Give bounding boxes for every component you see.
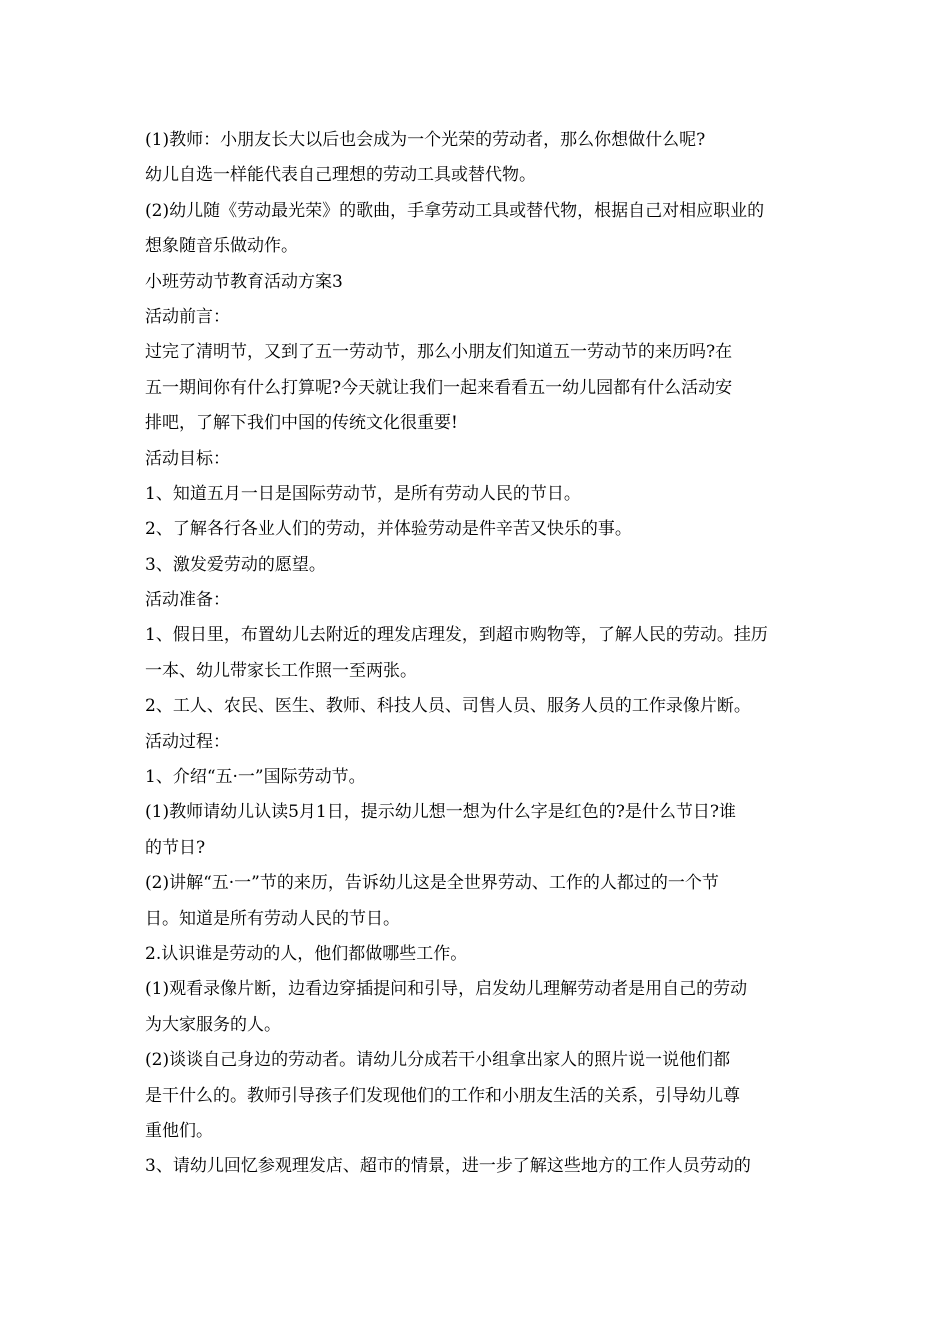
text-line: 2、了解各行各业人们的劳动，并体验劳动是件辛苦又快乐的事。 — [145, 519, 632, 540]
text-line: 想象随音乐做动作。 — [145, 236, 298, 257]
text-line: 是干什么的。教师引导孩子们发现他们的工作和小朋友生活的关系，引导幼儿尊 — [145, 1085, 740, 1106]
text-line: (2)讲解“五·一”节的来历，告诉幼儿这是全世界劳动、工作的人都过的一个节 — [145, 873, 719, 894]
text-line: (2)谈谈自己身边的劳动者。请幼儿分成若干小组拿出家人的照片说一说他们都 — [145, 1050, 731, 1071]
text-line: 为大家服务的人。 — [145, 1014, 281, 1035]
text-line: (2)幼儿随《劳动最光荣》的歌曲，手拿劳动工具或替代物，根据自己对相应职业的 — [145, 200, 765, 221]
section-heading: 活动前言： — [145, 306, 230, 327]
text-line: 2.认识谁是劳动的人，他们都做哪些工作。 — [145, 943, 468, 964]
text-line: 的节日? — [145, 837, 206, 858]
section-title: 小班劳动节教育活动方案3 — [145, 271, 343, 292]
text-line: 排吧，了解下我们中国的传统文化很重要! — [145, 413, 458, 434]
text-line: 1、知道五月一日是国际劳动节，是所有劳动人民的节日。 — [145, 483, 581, 504]
section-heading: 活动准备： — [145, 590, 230, 611]
text-line: 1、介绍“五·一”国际劳动节。 — [145, 767, 366, 788]
document-body — [145, 123, 810, 1185]
text-line: 重他们。 — [145, 1120, 213, 1141]
text-line: 2、工人、农民、医生、教师、科技人员、司售人员、服务人员的工作录像片断。 — [145, 696, 751, 717]
text-line: (1)观看录像片断，边看边穿插提问和引导，启发幼儿理解劳动者是用自己的劳动 — [145, 979, 748, 1000]
text-line: (1)教师请幼儿认读5月1日，提示幼儿想一想为什么字是红色的?是什么节日?谁 — [145, 802, 736, 823]
text-line: 幼儿自选一样能代表自己理想的劳动工具或替代物。 — [145, 165, 536, 186]
text-line: 日。知道是所有劳动人民的节日。 — [145, 908, 400, 929]
text-line: 3、激发爱劳动的愿望。 — [145, 554, 326, 575]
text-line: 1、假日里，布置幼儿去附近的理发店理发，到超市购物等，了解人民的劳动。挂历 — [145, 625, 768, 646]
text-line: 一本、幼儿带家长工作照一至两张。 — [145, 660, 417, 681]
section-heading: 活动过程： — [145, 731, 230, 752]
text-line: (1)教师：小朋友长大以后也会成为一个光荣的劳动者，那么你想做什么呢? — [145, 130, 706, 150]
text-line: 过完了清明节，又到了五一劳动节，那么小朋友们知道五一劳动节的来历吗?在 — [145, 342, 733, 363]
section-heading: 活动目标： — [145, 448, 230, 469]
text-line: 3、请幼儿回忆参观理发店、超市的情景，进一步了解这些地方的工作人员劳动的 — [145, 1156, 751, 1177]
text-line: 五一期间你有什么打算呢?今天就让我们一起来看看五一幼儿园都有什么活动安 — [145, 377, 733, 398]
